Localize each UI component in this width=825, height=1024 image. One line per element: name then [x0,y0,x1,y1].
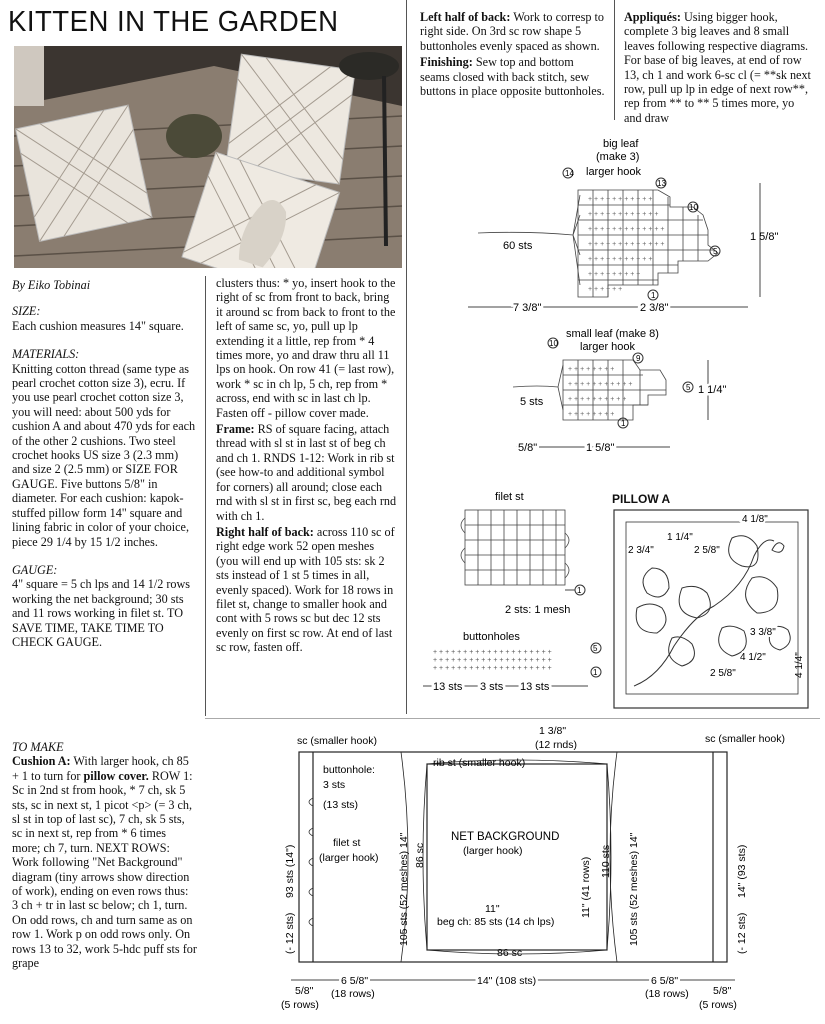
big-leaf-row13: 13 [657,179,666,188]
big-leaf-right-dim: 2 3/8" [640,302,669,314]
big-leaf-row1: 1 [651,291,656,300]
svg-text:+ + + + + + + + + + +: + + + + + + + + + + + [588,256,653,263]
tomake-lead: Cushion A: [12,754,71,769]
svg-text:+ + + + + +: + + + + + + [588,286,623,293]
svg-text:+ + + + + + + + + + + + + + +: + + + + + + + + + + + + + + + + + + + + [433,665,552,672]
small-leaf-height: 1 1/4" [698,384,727,396]
cushions-photo [14,46,402,268]
filet-st-diagram [455,488,605,618]
pillow-dim6: 4 1/2" [740,652,766,663]
gauge-head: GAUGE: [12,562,58,577]
svg-text:+ + + + + + + + + +: + + + + + + + + + + [568,396,627,403]
bottom-5rows-left: (5 rows) [281,999,319,1011]
rib-label: rib st (smaller hook) [433,757,526,769]
sc-left-label: sc (smaller hook) [297,735,377,747]
small-leaf-row9: 9 [636,354,641,363]
buttonholes-title: buttonholes [463,631,520,643]
bottom-658-left: 6 5/8" [341,975,369,987]
pillow-construction-diagram [205,718,820,1024]
page-title: KITTEN IN THE GARDEN [8,6,339,38]
applique-para: Appliqués: Using bigger hook, complete 3 big leaves and 8 small leaves following respective diagrams. For base of big leaves, at end of row 13, ch 1 and work 6-sc cl (= **sk next row, pull up lp in edge of next row**, rep from ** to ** 5 times more, yo and draw [624,10,811,125]
pillow-a-title: PILLOW A [612,492,671,506]
column-1 [12,278,197,663]
filet-row1: 1 [577,586,582,595]
buttonhole-label: buttonhole: [323,764,375,776]
buttonholes-row1: 1 [593,668,598,677]
svg-text:+ + + + + + + + + + + + + + +: + + + + + + + + + + + + + + + + + + + + [433,657,552,664]
size-text: Each cushion measures 14" square. [12,318,184,333]
buttonhole-total: (13 sts) [323,799,359,811]
rnds-count: (12 rnds) [535,739,578,751]
svg-text:+ + + + + + + + + + +: + + + + + + + + + + + [568,381,633,388]
tomake-text: Cushion A: With larger hook, ch 85 + 1 to turn for pillow cover. ROW 1: Sc in 2nd st from hook, * 7 ch, sk 5 sts, sc in next st, 1 picot <p> (= 3 ch, sl st in top of last sc), 7 ch, sk 5 sts, sc in next st, rep from * 6 times more; ch 7, turn. NEXT ROWS: Work following "Net Background" diagram (tiny arrows show direction of work), ending on even rows thus: 3 ch + tr in last sc below; ch 1, turn. On odd rows, ch and turn same as on row 1. Work p on odd rows only. On rows 13 to 32, work 5-hdc puff sts for grape [12,754,197,971]
materials-text: Knitting cotton thread (same type as pearl crochet cotton size 3), ecru. If you use pearl crochet cotton size 3, you will need: about 500 yds for cushion A and about 470 yds for each of the other 2 cushions. Two steel crochet hooks US size 3 (2.3 mm) and size 2 (2.5 mm) or SIZE FOR GAUGE. Five buttons 5/8" in diameter. For each cushion: kapok-stuffed pillow form 14" square and lining fabric in color of your choice, piece 29 1/4 by 15 1/2 inches. [12,361,196,549]
pillow-dim1: 4 1/8" [742,514,768,525]
pillow-dim2: 1 1/4" [667,532,693,543]
bottom-58-left: 5/8" [295,985,314,997]
big-leaf-row14: 14 [565,169,574,178]
pillow-dim5: 3 3/8" [750,627,776,638]
right-93: 14" (93 sts) [736,844,748,898]
bottom-18rows-left: (18 rows) [331,988,375,1000]
small-leaf-left-dim: 5/8" [518,442,538,454]
gauge-text: 4" square = 5 ch lps and 14 1/2 rows working the net background; 30 sts and 11 rows working in filet st. TO SAVE TIME, TAKE TIME TO CHECK GAUGE. [12,577,191,649]
left-minus12: (- 12 sts) [284,912,296,954]
right-half-para: Right half of back: across 110 sc of right edge work 52 open meshes (you will end up with 105 sts: sk 2 sts instead of 1 st 5 times in all, evenly spaced). Work for 18 rows in filet st, change to smaller hook and cont with 5 rows sc but dec 12 sts evenly on first sc row. At end of last sc row, fasten off. [216,524,395,655]
cushion-left [16,105,152,241]
column-divider-1 [406,0,407,714]
pillow-dim4: 2 5/8" [694,545,720,556]
svg-text:+ + + + + + + + + + + +: + + + + + + + + + + + + [588,211,659,218]
finishing-para: Finishing: Sew top and bottom seams closed with back stitch, sew buttons in place opposite buttonholes. [420,55,605,99]
svg-text:+ + + + + + + + + + + + + + +: + + + + + + + + + + + + + + + + + + + + [433,649,552,656]
svg-text:+ + + + + + + + + + + + +: + + + + + + + + + + + + + [588,226,665,233]
column-1-tomake [12,740,197,979]
rows41: 11" (41 rows) [580,856,592,918]
buttonhole-sts: 3 sts [323,779,346,791]
filet-title: filet st [495,491,524,503]
big-leaf-sts: 60 sts [503,240,533,252]
big-leaf-height: 1 5/8" [750,231,779,243]
materials-head: MATERIALS: [12,347,80,362]
bottom-18rows-right: (18 rows) [645,988,689,1000]
left-93: 93 sts (14") [284,844,296,898]
tomake-head: TO MAKE [12,740,64,754]
buttonholes-c: 13 sts [520,681,550,693]
right-minus12: (- 12 sts) [736,912,748,954]
column-divider-0 [205,276,206,716]
bottom-5rows-right: (5 rows) [699,999,737,1011]
small-leaf-hook: larger hook [580,341,636,353]
byline: By Eiko Tobinai [12,278,91,292]
big-leaf-diagram [408,135,818,315]
pillow-dim7: 2 5/8" [710,668,736,679]
small-leaf-right-dim: 1 5/8" [586,442,615,454]
buttonholes-diagram [408,628,608,698]
sc86-bottom: 86 sc [497,947,523,959]
rnds-dim: 1 3/8" [539,725,567,737]
frame-para: Frame: RS of square facing, attach thread with sl st in last st of beg ch and ch 1. RNDS 1-12: Work in rib st (see how-to and additional symbol for corners) all around; close each rnd with sl st in first sc, beg each rnd with ch 1. [216,422,397,523]
big-leaf-hook: larger hook [586,166,642,178]
big-leaf-title2: (make 3) [596,151,640,163]
col2-p1: clusters thus: * yo, insert hook to the right of sc from front to back, bring it around sc from back to front to the left of same sc, yo, pull up lp extending it a little, rep from * 4 times more, yo and draw thru all 11 lps on hook. On row 41 (= last row), work * sc in ch lp, 5 ch, rep from * across, end with sc in last ch lp. Fasten off - pillow cover made. [216,276,396,420]
small-leaf-diagram [408,325,818,455]
column-divider-2 [614,0,615,120]
width-11: 11" [485,903,500,915]
pillow-a-diagram [612,508,812,713]
small-leaf-row1: 1 [621,419,626,428]
sc86-left: 86 sc [414,842,426,868]
net-hook: (larger hook) [463,845,523,857]
svg-text:+ + + + + + + + + + +: + + + + + + + + + + + [588,196,653,203]
left-105: 105 sts (52 meshes) 14" [398,832,410,946]
filet-label: filet st [333,837,361,849]
big-leaf-row10: 10 [689,203,698,212]
svg-text:+ + + + + + + + + + + + +: + + + + + + + + + + + + + [588,241,665,248]
sts110: 110 sts [600,844,612,878]
column-3 [420,10,606,106]
small-leaf-sts: 5 sts [520,396,544,408]
svg-text:+ + + + + + + +: + + + + + + + + [568,366,615,373]
bottom-58-right: 5/8" [713,985,732,997]
size-head: SIZE: [12,304,41,319]
small-leaf-row5: 5 [686,383,691,392]
pillow-dim8: 4 1/4" [794,652,805,678]
column-4 [624,10,814,133]
svg-text:+ + + + + + + + +: + + + + + + + + + [588,271,641,278]
big-leaf-title1: big leaf [603,138,639,150]
small-leaf-title: small leaf (make 8) [566,328,659,340]
small-leaf-row10: 10 [549,339,558,348]
net-label: NET BACKGROUND [451,831,560,843]
column-2 [216,276,398,663]
svg-text:+ + + + + + + +: + + + + + + + + [568,411,615,418]
beg-ch: beg ch: 85 sts (14 ch lps) [437,916,555,928]
big-leaf-row5: 5 [713,247,718,256]
cushions-photo-art [14,46,402,268]
buttonholes-row5: 5 [593,644,598,653]
bottom-14: 14" (108 sts) [477,975,537,987]
big-leaf-left-dim: 7 3/8" [513,302,542,314]
buttonholes-a: 13 sts [433,681,463,693]
buttonholes-b: 3 sts [480,681,504,693]
bottom-658-right: 6 5/8" [651,975,679,987]
left-half-para: Left half of back: Work to corresp to right side. On 3rd sc row shape 5 buttonholes evenly spaced as shown. [420,10,604,53]
sc-right-label: sc (smaller hook) [705,733,785,745]
filet-hook: (larger hook) [319,852,379,864]
right-105: 105 sts (52 meshes) 14" [628,832,640,946]
pillow-dim3: 2 3/4" [628,545,654,556]
filet-caption: 2 sts: 1 mesh [505,604,571,616]
